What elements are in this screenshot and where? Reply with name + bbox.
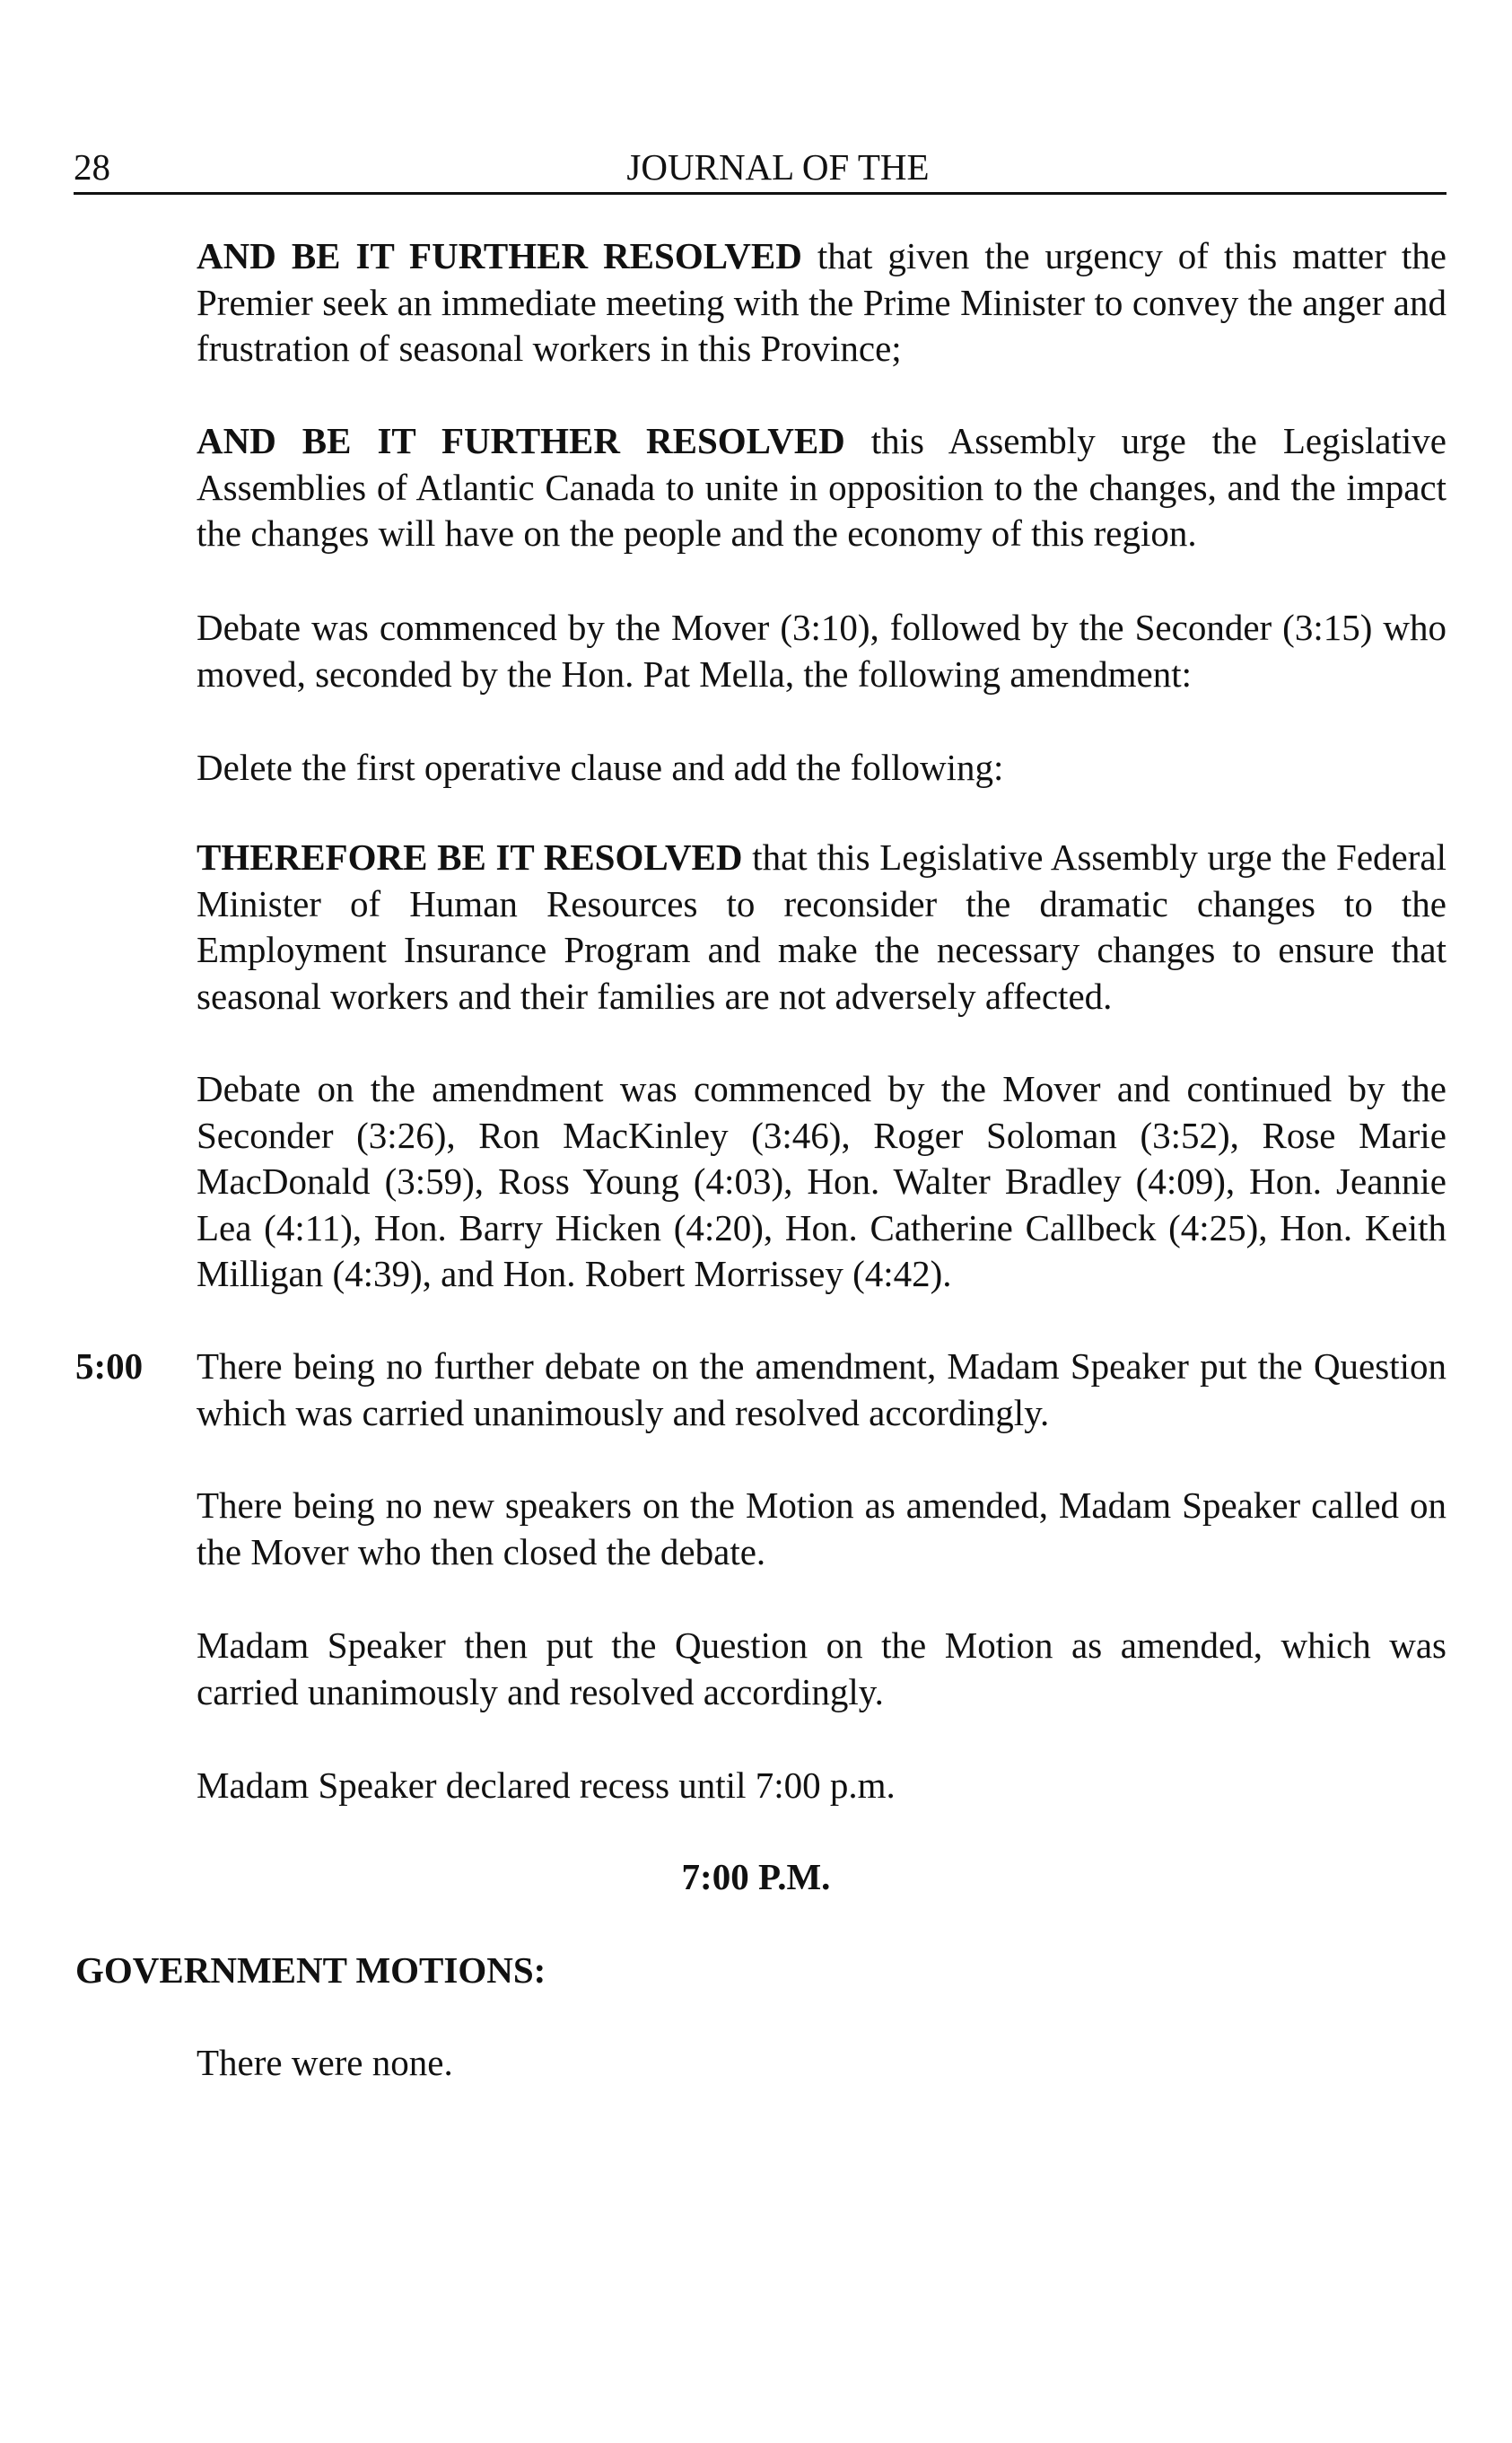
resolution-text: that given the urgency of this matter the Premier seek an immediate meeting with the Prime Minister to convey the anger and frustration of seasonal workers in this Province; (197, 235, 1446, 369)
resolution-lead: THEREFORE BE IT RESOLVED (197, 836, 743, 878)
motion-carried-paragraph: Madam Speaker then put the Question on the Motion as amended, which was carried unanimously and resolved accordingly. (197, 1624, 1446, 1712)
resolution-text: that this Legislative Assembly urge the Federal Minister of Human Resources to reconsider the dramatic changes to the Employment Insurance Program and make the necessary changes to ensure that seasonal workers and their families are not adversely affected. (197, 836, 1446, 1017)
closing-debate-paragraph: There being no new speakers on the Motion as amended, Madam Speaker called on the Mover who then closed the debate. (197, 1484, 1446, 1572)
resolution-paragraph-2 (197, 418, 1446, 557)
amendment-instruction: Delete the first operative clause and add the following: (197, 747, 1004, 788)
resolution-paragraph-1 (197, 233, 1446, 372)
question-paragraph: There being no further debate on the amendment, Madam Speaker put the Question which was carried unanimously and resolved accordingly. (197, 1345, 1446, 1433)
resolution-lead: AND BE IT FURTHER RESOLVED (197, 235, 802, 276)
section-text: There were none. (197, 2042, 453, 2083)
amendment-debate-paragraph: Debate on the amendment was commenced by the Mover and continued by the Seconder (3:26), Ron MacKinley (3:46), Roger Soloman (3:52), Rose Marie MacDonald (3:59), Ross Young (4:03), Hon. Walter Bradley (4:09), Hon. Jeannie Lea (4:11), Hon. Barry Hicken (4:20), Hon. Catherine Callbeck (4:25), Hon. Keith Milligan (4:39), and Hon. Robert Morrissey (4:42). (197, 1068, 1446, 1294)
amendment-resolution (197, 835, 1446, 1020)
resolution-lead: AND BE IT FURTHER RESOLVED (197, 420, 845, 461)
running-head (74, 142, 1446, 195)
time-heading: 7:00 P.M. (681, 1856, 831, 1897)
resolution-text: this Assembly urge the Legislative Assemblies of Atlantic Canada to unite in opposition to the changes, and the impact the changes will have on the people and the economy of this region. (197, 420, 1446, 554)
recess-paragraph: Madam Speaker declared recess until 7:00 p.m. (197, 1764, 896, 1806)
time-stamp: 5:00 (75, 1345, 144, 1387)
debate-paragraph: Debate was commenced by the Mover (3:10), followed by the Seconder (3:15) who moved, seconded by the Hon. Pat Mella, the following amendment: (197, 607, 1446, 695)
page-number: 28 (74, 146, 110, 188)
journal-title: JOURNAL OF THE (626, 146, 930, 188)
section-heading: GOVERNMENT MOTIONS: (75, 1949, 546, 1991)
